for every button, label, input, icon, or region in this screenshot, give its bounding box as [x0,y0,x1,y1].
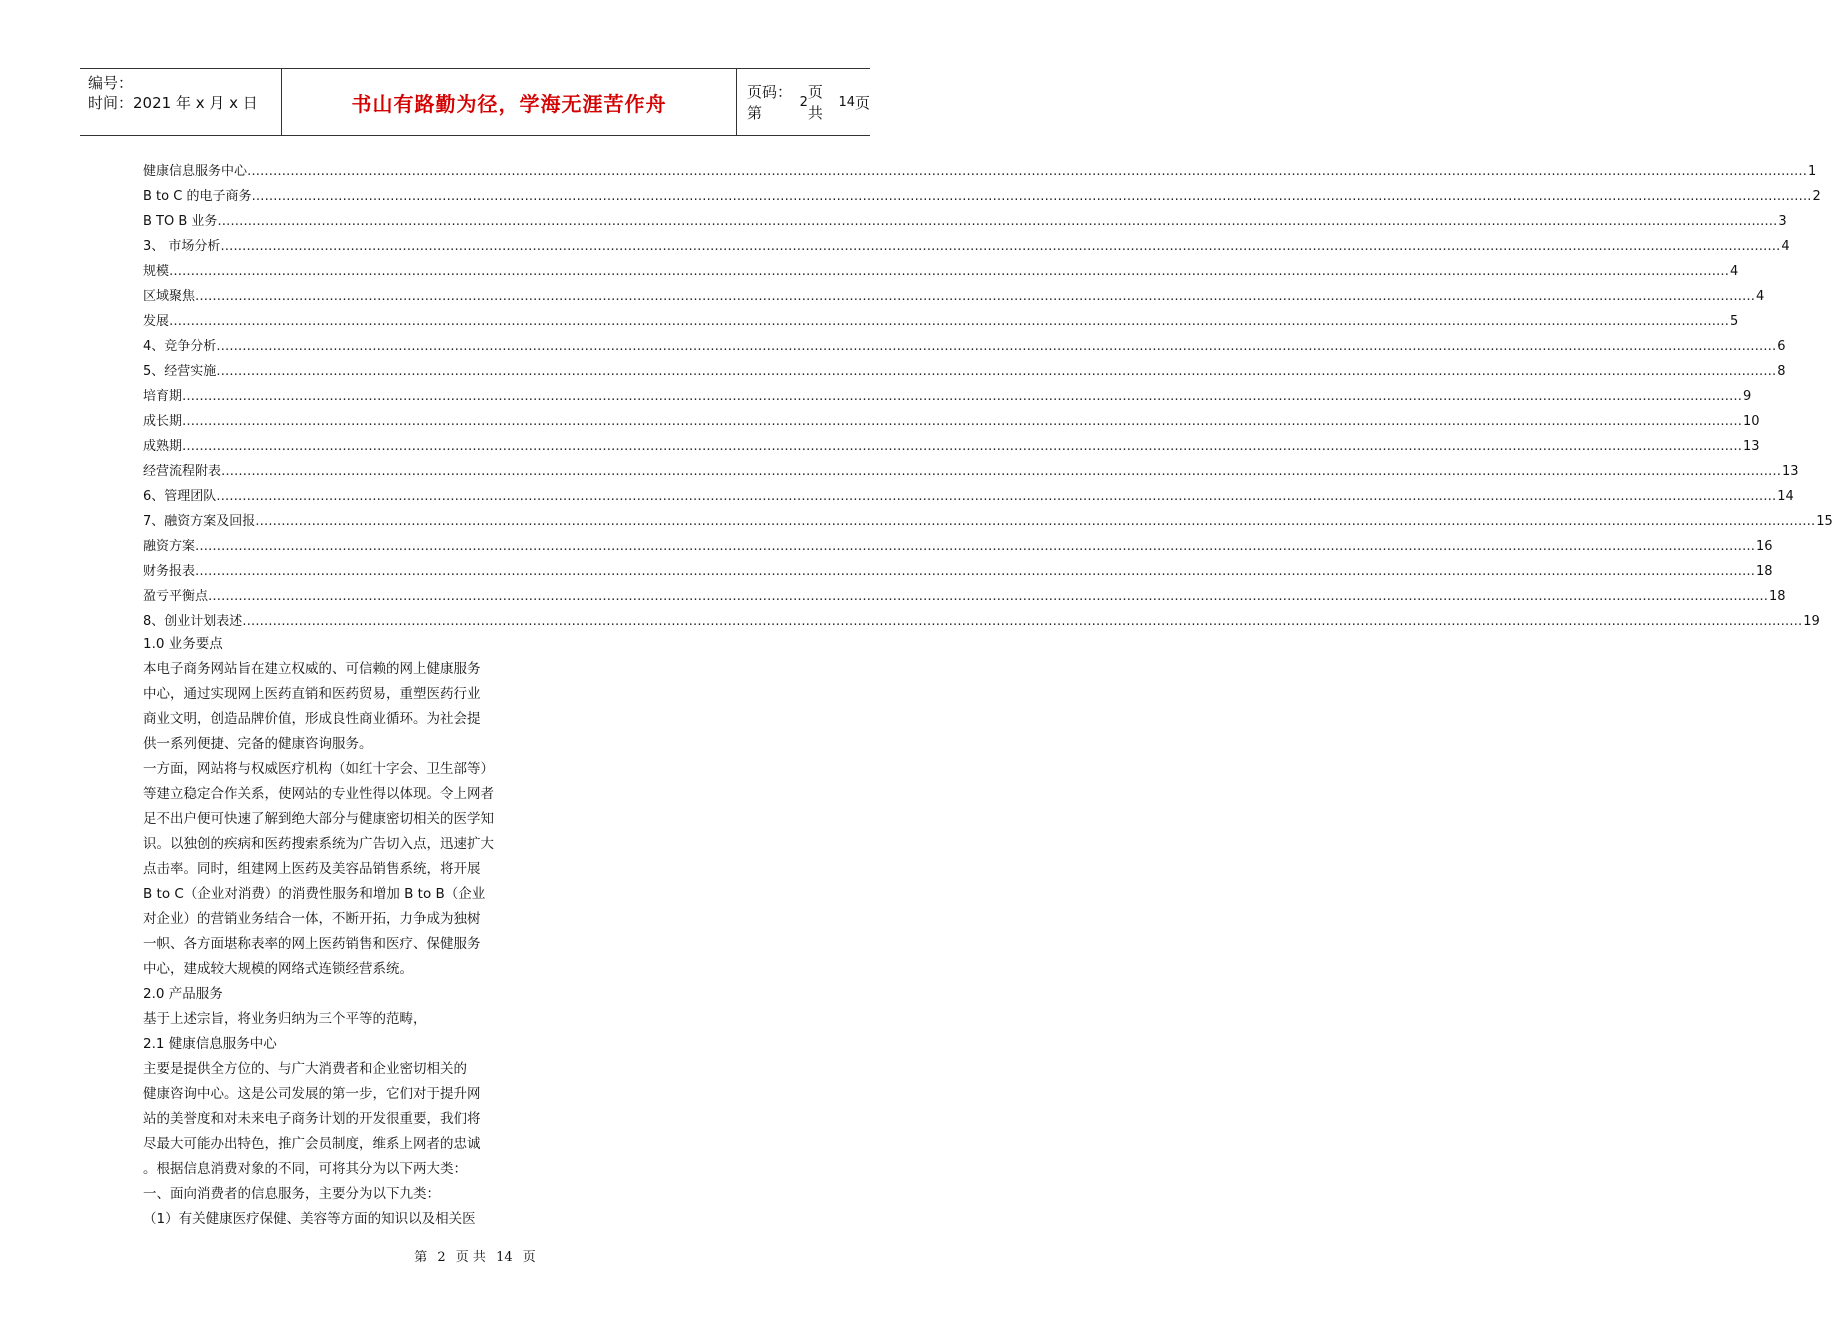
body-line: 足不出户便可快速了解到绝大部分与健康密切相关的医学知 [143,811,494,827]
footer-prefix: 第 [414,1250,428,1265]
toc-entry[interactable] [143,259,1739,284]
page-total: 14 [838,94,855,110]
body-line: 站的美誉度和对未来电子商务计划的开发很重要，我们将 [143,1111,481,1127]
body-line: 对企业）的营销业务结合一体，不断开拓，力争成为独树 [143,911,481,927]
body-line: 基于上述宗旨，将业务归纳为三个平等的范畴， [143,1011,427,1027]
toc-entry[interactable] [143,409,1760,434]
toc-entry-page: 4 [1756,289,1765,304]
toc-leader-dots: ……………………………………………………………………………………………………………………………………………………………………………………………………………………………………………………………………………………………………………………………… [216,489,1777,504]
toc-entry-page: 5 [1730,314,1739,329]
toc-leader-dots: ……………………………………………………………………………………………………………………………………………………………………………………………………………………………………………………………………………………………………………………………… [195,289,1756,304]
body-line: 中心，建成较大规模的网络式连锁经营系统。 [143,961,413,977]
toc-entry-title: 3、 市场分析 [143,239,221,254]
motto: 书山有路勤为径，学海无涯苦作舟 [351,91,667,116]
toc-entry-title: 经营流程附表 [143,464,222,479]
body-line: 识。以独创的疾病和医药搜索系统为广告切入点，迅速扩大 [143,836,494,852]
body-text [143,632,523,1232]
page-footer [0,1246,950,1265]
toc-leader-dots: ……………………………………………………………………………………………………………………………………………………………………………………………………………………………………………………………………………………………………………………………… [208,589,1769,604]
header-motto-cell [282,69,737,135]
toc-entry[interactable] [143,459,1799,484]
toc-leader-dots: ……………………………………………………………………………………………………………………………………………………………………………………………………………………………………………………………………………………………………………………………… [182,414,1743,429]
toc-entry-page: 3 [1778,214,1787,229]
toc-leader-dots: ……………………………………………………………………………………………………………………………………………………………………………………………………………………………………………………………………………………………………………………………… [169,264,1730,279]
body-line: 2.1 健康信息服务中心 [143,1036,277,1052]
header-page-info [737,69,870,135]
toc-entry-title: 健康信息服务中心 [143,164,248,179]
body-line: 主要是提供全方位的、与广大消费者和企业密切相关的 [143,1061,467,1077]
toc-leader-dots: ……………………………………………………………………………………………………………………………………………………………………………………………………………………………………………………………………………………………………………………………… [221,464,1782,479]
toc-entry[interactable] [143,609,1820,634]
toc-entry-title: 发展 [143,314,170,329]
body-line: 一方面，网站将与权威医疗机构（如红十字会、卫生部等） [143,761,494,777]
toc-entry-page: 4 [1781,239,1790,254]
toc-entry-page: 18 [1756,564,1773,579]
toc-entry-page: 1 [1808,164,1817,179]
toc-entry[interactable] [143,534,1773,559]
toc-entry[interactable] [143,159,1817,184]
toc-leader-dots: ……………………………………………………………………………………………………………………………………………………………………………………………………………………………………………………………………………………………………………………………… [255,514,1816,529]
toc-entry[interactable] [143,334,1786,359]
body-line: （1）有关健康医疗保健、美容等方面的知识以及相关医 [143,1211,476,1227]
body-line: B to C（企业对消费）的消费性服务和增加 B to B（企业 [143,886,486,902]
toc-leader-dots: ……………………………………………………………………………………………………………………………………………………………………………………………………………………………………………………………………………………………………………………………… [251,189,1812,204]
footer-total: 14 [496,1250,513,1265]
body-line: 供一系列便捷、完备的健康咨询服务。 [143,736,373,752]
number-label: 编号： [88,74,134,92]
page-prefix: 页码：第 [747,83,793,122]
toc-entry[interactable] [143,509,1833,534]
toc-leader-dots: ……………………………………………………………………………………………………………………………………………………………………………………………………………………………………………………………………………………………………………………………… [182,439,1743,454]
toc-entry[interactable] [143,309,1739,334]
toc-entry-title: 5、经营实施 [143,364,217,379]
toc-entry-page: 18 [1769,589,1786,604]
toc-entry-page: 10 [1743,414,1760,429]
footer-suffix: 页 [522,1250,536,1265]
toc-entry-title: 7、融资方案及回报 [143,514,256,529]
header-meta [80,69,282,135]
toc-leader-dots: ……………………………………………………………………………………………………………………………………………………………………………………………………………………………………………………………………………………………………………………………… [195,539,1756,554]
toc-entry[interactable] [143,484,1794,509]
toc-entry-page: 14 [1777,489,1794,504]
body-line: 本电子商务网站旨在建立权威的、可信赖的网上健康服务 [143,661,481,677]
body-line: 一、面向消费者的信息服务，主要分为以下九类： [143,1186,440,1202]
toc-entry-page: 9 [1743,389,1752,404]
toc-entry-page: 19 [1803,614,1820,629]
toc-entry-title: 成长期 [143,414,183,429]
toc-entry-title: 8、创业计划表述 [143,614,243,629]
toc-entry-page: 16 [1756,539,1773,554]
toc-leader-dots: ……………………………………………………………………………………………………………………………………………………………………………………………………………………………………………………………………………………………………………………………… [247,164,1808,179]
time-label: 时间：2021 年 x 月 x 日 [88,94,258,112]
toc-entry[interactable] [143,434,1760,459]
body-line: 点击率。同时，组建网上医药及美容品销售系统，将开展 [143,861,481,877]
page-current: 2 [799,94,808,110]
footer-mid: 页 共 [455,1250,486,1265]
toc-entry[interactable] [143,584,1786,609]
page-mid: 页 共 [807,83,823,122]
page-suffix: 页 [854,93,870,112]
footer-current: 2 [437,1250,446,1265]
toc-leader-dots: ……………………………………………………………………………………………………………………………………………………………………………………………………………………………………………………………………………………………………………………………… [182,389,1743,404]
toc-entry[interactable] [143,209,1787,234]
toc-entry-page: 6 [1777,339,1786,354]
body-line: 1.0 业务要点 [143,636,223,652]
body-line: 商业文明，创造品牌价值，形成良性商业循环。为社会提 [143,711,481,727]
toc-entry-title: 区域聚焦 [143,289,196,304]
toc-entry-title: 成熟期 [143,439,183,454]
toc-leader-dots: ……………………………………………………………………………………………………………………………………………………………………………………………………………………………………………………………………………………………………………………………… [242,614,1803,629]
toc-entry[interactable] [143,384,1752,409]
toc-entry-title: 4、竞争分析 [143,339,217,354]
body-line: 。根据信息消费对象的不同，可将其分为以下两大类： [143,1161,467,1177]
toc-leader-dots: ……………………………………………………………………………………………………………………………………………………………………………………………………………………………………………………………………………………………………………………………… [169,314,1730,329]
toc-entry[interactable] [143,359,1786,384]
toc-entry[interactable] [143,234,1790,259]
toc-entry-title: 财务报表 [143,564,196,579]
toc-entry-title: 融资方案 [143,539,196,554]
toc-leader-dots: ……………………………………………………………………………………………………………………………………………………………………………………………………………………………………………………………………………………………………………………………… [220,239,1781,254]
toc-entry-title: 盈亏平衡点 [143,589,209,604]
toc-leader-dots: ……………………………………………………………………………………………………………………………………………………………………………………………………………………………………………………………………………………………………………………………… [195,564,1756,579]
body-line: 一帜、各方面堪称表率的网上医药销售和医疗、保健服务 [143,936,481,952]
toc-entry[interactable] [143,184,1821,209]
body-line: 健康咨询中心。这是公司发展的第一步，它们对于提升网 [143,1086,481,1102]
toc-entry[interactable] [143,559,1773,584]
toc-leader-dots: ……………………………………………………………………………………………………………………………………………………………………………………………………………………………………………………………………………………………………………………………… [217,214,1778,229]
toc-leader-dots: ……………………………………………………………………………………………………………………………………………………………………………………………………………………………………………………………………………………………………………………………… [216,339,1777,354]
page-header [80,68,870,136]
body-line: 2.0 产品服务 [143,986,223,1002]
toc-entry-title: 培育期 [143,389,183,404]
toc-entry-title: 6、管理团队 [143,489,217,504]
toc-entry-title: 规模 [143,264,170,279]
toc-entry-page: 2 [1812,189,1821,204]
toc-entry-title: B to C 的电子商务 [143,189,252,204]
body-line: 尽最大可能办出特色，推广会员制度，维系上网者的忠诚 [143,1136,481,1152]
toc-entry-page: 4 [1730,264,1739,279]
toc-leader-dots: ……………………………………………………………………………………………………………………………………………………………………………………………………………………………………………………………………………………………………………………………… [216,364,1777,379]
toc-entry-title: B TO B 业务 [143,214,218,229]
toc-entry-page: 13 [1782,464,1799,479]
toc-entry-page: 13 [1743,439,1760,454]
body-line: 等建立稳定合作关系，使网站的专业性得以体现。令上网者 [143,786,494,802]
toc-entry-page: 15 [1816,514,1833,529]
table-of-contents [143,159,1833,634]
toc-entry[interactable] [143,284,1765,309]
toc-entry-page: 8 [1777,364,1786,379]
body-line: 中心，通过实现网上医药直销和医药贸易，重塑医药行业 [143,686,481,702]
